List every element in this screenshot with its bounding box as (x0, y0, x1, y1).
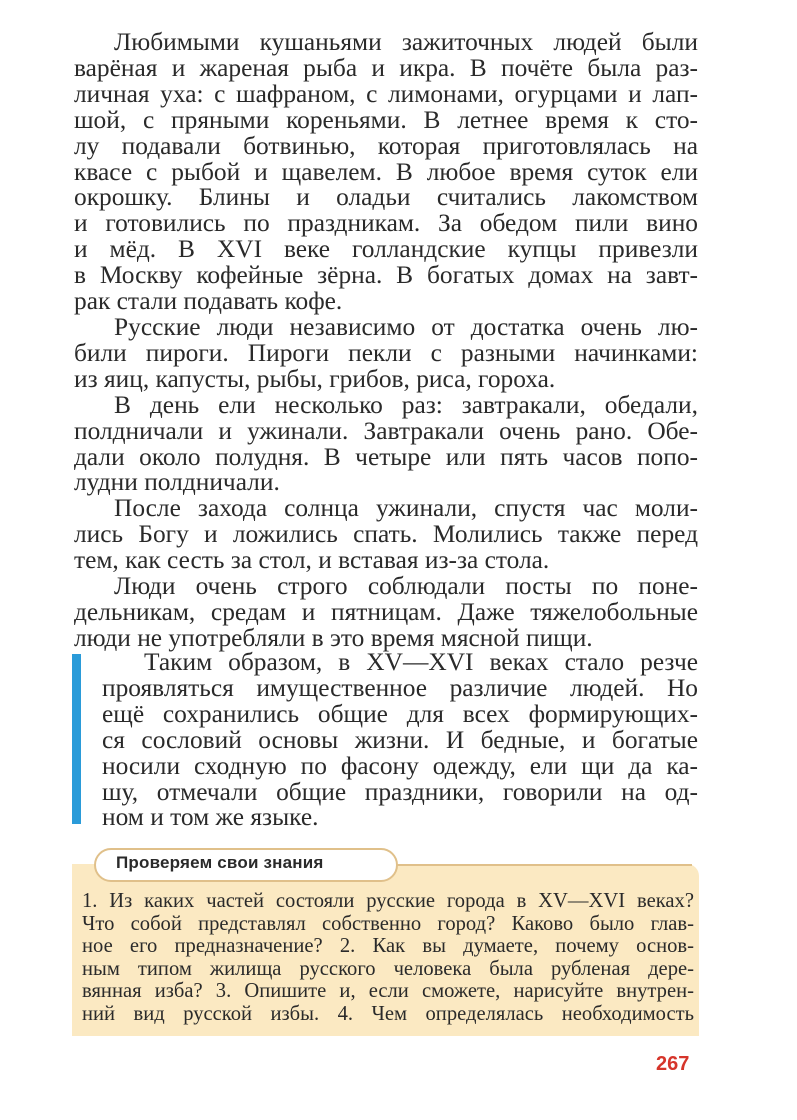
paragraph-1 (74, 30, 698, 315)
question-line: Что собой представлял собственно город? Каково было глав- (82, 912, 694, 935)
text-line: рак стали подавать кофе. (74, 287, 343, 316)
summary-text (102, 650, 698, 831)
text-line: шой, с пряными кореньями. В летнее время к сто- (74, 105, 698, 134)
text-line: в Москву кофейные зёрна. В богатых домах на завт- (74, 261, 698, 290)
review-title: Проверяем свои знания (116, 853, 324, 872)
question-line: 1. Из каких частей состояли русские города в XV—XVI веках? (82, 890, 694, 912)
summary-line: проявляться имущественное различие людей. Но (102, 673, 698, 702)
text-line: и мёд. В XVI веке голландские купцы привезли (74, 235, 698, 264)
text-line: лись Богу и ложились спать. Молились также перед (74, 520, 698, 549)
summary-line: Таким образом, в XV—XVI веках стало резче (144, 648, 698, 676)
text-line: тем, как сесть за стол, и вставая из-за стола. (74, 546, 550, 575)
text-line: полдничали и ужинали. Завтракали очень рано. Обе- (74, 416, 698, 445)
text-line: Любимыми кушаньями зажиточных людей были (114, 28, 698, 56)
review-questions (72, 842, 701, 1037)
paragraph-3 (74, 390, 698, 497)
question-line: ное его предназначение? 2. Как вы думаете, почему основ- (82, 935, 694, 957)
paragraph-4 (74, 496, 698, 574)
text-line: лу подавали ботвинью, которая приготовлялась на (74, 131, 698, 160)
review-header-rule (392, 864, 692, 866)
question-line: ным типом жилища русского человека была рубленая дере- (82, 957, 694, 980)
text-line: квасе с рыбой и щавелем. В любое время суток ели (74, 157, 698, 186)
summary-accent-bar (72, 654, 81, 824)
summary-line: носили сходную по фасону одежду, ели щи да ка- (102, 751, 698, 780)
summary-line: ном и том же языке. (102, 803, 319, 832)
paragraph-2 (74, 312, 698, 393)
text-line: из яиц, капусты, рыбы, грибов, риса, гороха. (74, 364, 556, 393)
text-line: После захода солнца ужинали, спустя час моли- (114, 494, 698, 523)
text-line: личная уха: с шафраном, с лимонами, огурцами и лап- (74, 79, 698, 108)
summary-line: шу, отмечали общие праздники, говорили на од- (102, 777, 698, 806)
text-line: варёная и жареная рыба и икра. В почёте была раз- (74, 53, 698, 82)
text-line: окрошку. Блины и оладьи считались лакомством (74, 183, 698, 212)
page-number: 267 (656, 1053, 690, 1075)
paragraph-5 (74, 574, 698, 652)
text-line: Русские люди независимо от достатка очень лю- (114, 312, 698, 341)
text-line: дали около полудня. В четыре или пять часов попо- (74, 442, 698, 471)
text-line: Люди очень строго соблюдали посты по поне- (114, 572, 698, 601)
text-line: дельникам, средам и пятницам. Даже тяжелобольные (74, 597, 698, 626)
text-line: люди не употребляли в это время мясной пищи. (74, 623, 593, 652)
summary-line: ся сословий основы жизни. И бедные, и богатые (102, 725, 698, 754)
text-line: и готовились по праздникам. За обедом пили вино (74, 209, 698, 238)
text-line: В день ели несколько раз: завтракали, обедали, (114, 390, 698, 419)
question-line: ний вид русской избы. 4. Чем определялась необходимость (82, 1002, 694, 1025)
main-text (74, 30, 698, 652)
summary-line: ещё сохранились общие для всех формирующих- (102, 699, 698, 728)
summary-block (72, 648, 699, 832)
question-line: вянная изба? 3. Опишите и, если сможете, нарисуйте внутрен- (82, 980, 694, 1002)
text-line: били пироги. Пироги пекли с разными начинками: (74, 338, 698, 367)
text-line: лудни полдничали. (74, 468, 280, 497)
review-text (82, 890, 694, 1025)
